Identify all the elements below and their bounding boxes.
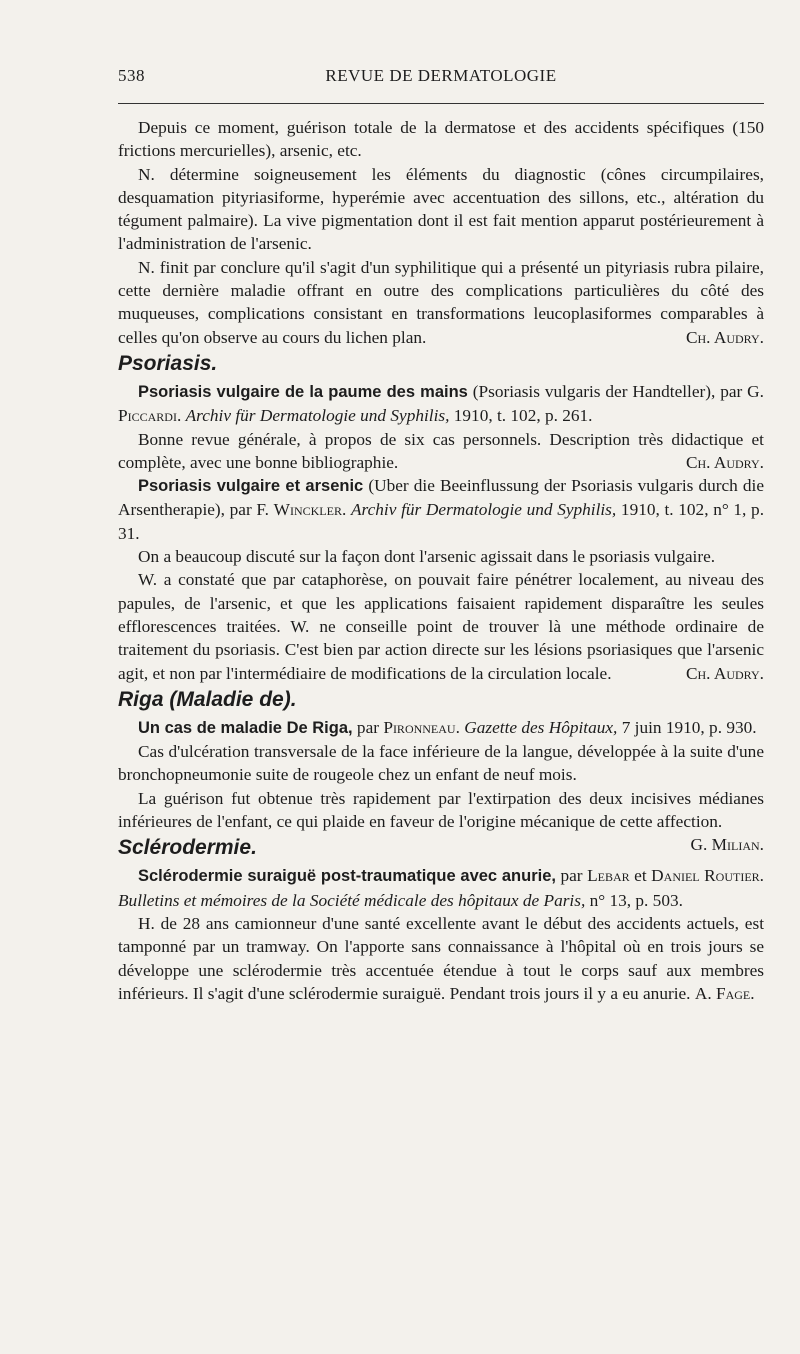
article-journal: Gazette des Hôpitaux, — [464, 717, 618, 737]
article-paragraph — [118, 912, 764, 1005]
article-paragraph: Cas d'ulcération transversale de la face inférieure de la langue, développée à la suite d'une bronchopneumonie suite de rougeole chez un enfant de neuf mois. — [118, 742, 764, 785]
article-reference — [118, 474, 764, 545]
article-ref-end: 7 juin 1910, p. 930. — [621, 717, 757, 737]
signature: Ch. Audry. — [685, 663, 764, 683]
article-paragraph-text: H. de 28 ans camionneur d'une santé excellente avant le début des accidents actuels, est tamponné par un tramway. On l'apporte sans connaissance à l'hôpital où en trois jours se développe une sclérodermie très accentuée étendue à tout le corps sauf aux membres inférieurs. Il s'agit d'une sclérodermie suraiguë. Pendant trois jours il y a eu anurie. — [118, 913, 764, 1003]
running-header — [118, 64, 764, 90]
article-ref-end: 1910, t. 102, p. 261. — [453, 406, 593, 426]
article-author: Winckler. — [273, 500, 347, 520]
section-heading-riga: Riga (Maladie de). — [118, 687, 297, 711]
intro-paragraph-2: N. détermine soigneusement les éléments du diagnostic (cônes circumpilaires, desquamation pityriasiforme, hyperémie avec accentuation des sillons, etc., altération du tégument palmaire). La vive pigmentation dont il est fait mention apparut postérieurement à l'administration de l'arsenic. — [118, 164, 764, 254]
article-title: Un cas de maladie De Riga, — [138, 718, 353, 737]
article-title: Sclérodermie suraiguë post-traumatique avec anurie, — [138, 867, 556, 886]
intro-paragraph-3 — [118, 256, 764, 349]
article-author: Piccardi. — [118, 406, 182, 426]
article-author: Daniel Routier. — [651, 866, 764, 886]
article-title: Psoriasis vulgaire de la paume des mains — [138, 382, 468, 401]
article-reference — [118, 864, 764, 912]
article-ref-text: par — [356, 717, 379, 737]
running-title: REVUE DE DERMATOLOGIE — [325, 66, 557, 85]
section-heading-sclerodermie: Sclérodermie. — [118, 836, 257, 860]
article-title: Psoriasis vulgaire et arsenic — [138, 477, 364, 496]
article-ref-text: (Psoriasis vulgaris der Handteller), par G. — [472, 381, 764, 401]
article-ref-text: (Uber die Beeinflussung der Psoriasis vulgaris durch die Arsentherapie), par F. — [118, 476, 765, 520]
section-heading-psoriasis: Psoriasis. — [118, 351, 218, 375]
article-summary-text: Bonne revue générale, à propos de six cas personnels. Description très didactique et complète, avec une bonne bibliographie. — [118, 429, 764, 472]
article-ref-text: par — [560, 866, 583, 886]
article-paragraph-text: La guérison fut obtenue très rapidement par l'extirpation des deux incisives médianes inférieures de l'enfant, ce qui plaide en faveur de l'origine mécanique de cette affection. — [118, 788, 764, 832]
signature: Ch. Audry. — [685, 452, 764, 472]
article-ref-end: n° 13, p. 503. — [589, 890, 683, 910]
article-summary — [118, 428, 764, 475]
article-ref-conj: et — [634, 866, 647, 886]
article-journal: Archiv für Dermatologie und Syphilis, — [350, 500, 617, 520]
page-body — [118, 116, 764, 1005]
signature: A. Fage. — [694, 983, 755, 1003]
intro-paragraph-3-text: N. finit par conclure qu'il s'agit d'un syphilitique qui a présenté un pityriasis rubra pilaire, cette dernière maladie offrant en outre des complications particulières du côté des muqueuses, complications consistant en transformations leucoplasiformes comparables à celles qu'on observe au cours du lichen plan. — [118, 257, 764, 347]
article-paragraph-text: W. a constaté que par cataphorèse, on pouvait faire pénétrer localement, au niveau des papules, de l'arsenic, et que les applications faisaient rapidement disparaître les seules efflorescences traitées. W. ne conseille point de trouver là une méthode ordinaire de traitement du psoriasis. C'est bien par action directe sur les lésions psoriasiques que l'arsenic agit, et non par l'intermédiaire de modifications de la circulation locale. — [118, 570, 764, 683]
signature: G. Milian. — [690, 835, 764, 855]
article-reference — [118, 380, 764, 428]
article-author: Pironneau. — [383, 717, 460, 737]
page-number: 538 — [118, 66, 145, 85]
article-author: Lebar — [587, 866, 630, 886]
intro-paragraph-1: Depuis ce moment, guérison totale de la dermatose et des accidents spécifiques (150 frictions mercurielles), arsenic, etc. — [118, 118, 764, 161]
article-reference — [118, 716, 764, 740]
signature: Ch. Audry. — [685, 327, 764, 347]
article-journal: Bulletins et mémoires de la Société médicale des hôpitaux de Paris, — [118, 890, 586, 910]
header-rule — [118, 103, 764, 104]
article-ref-end: 1910, t. 102, n° 1, p. 31. — [118, 500, 765, 543]
article-paragraph: On a beaucoup discuté sur la façon dont l'arsenic agissait dans le psoriasis vulgaire. — [138, 547, 716, 567]
article-journal: Archiv für Dermatologie und Syphilis, — [185, 406, 450, 426]
article-paragraph — [118, 568, 764, 684]
